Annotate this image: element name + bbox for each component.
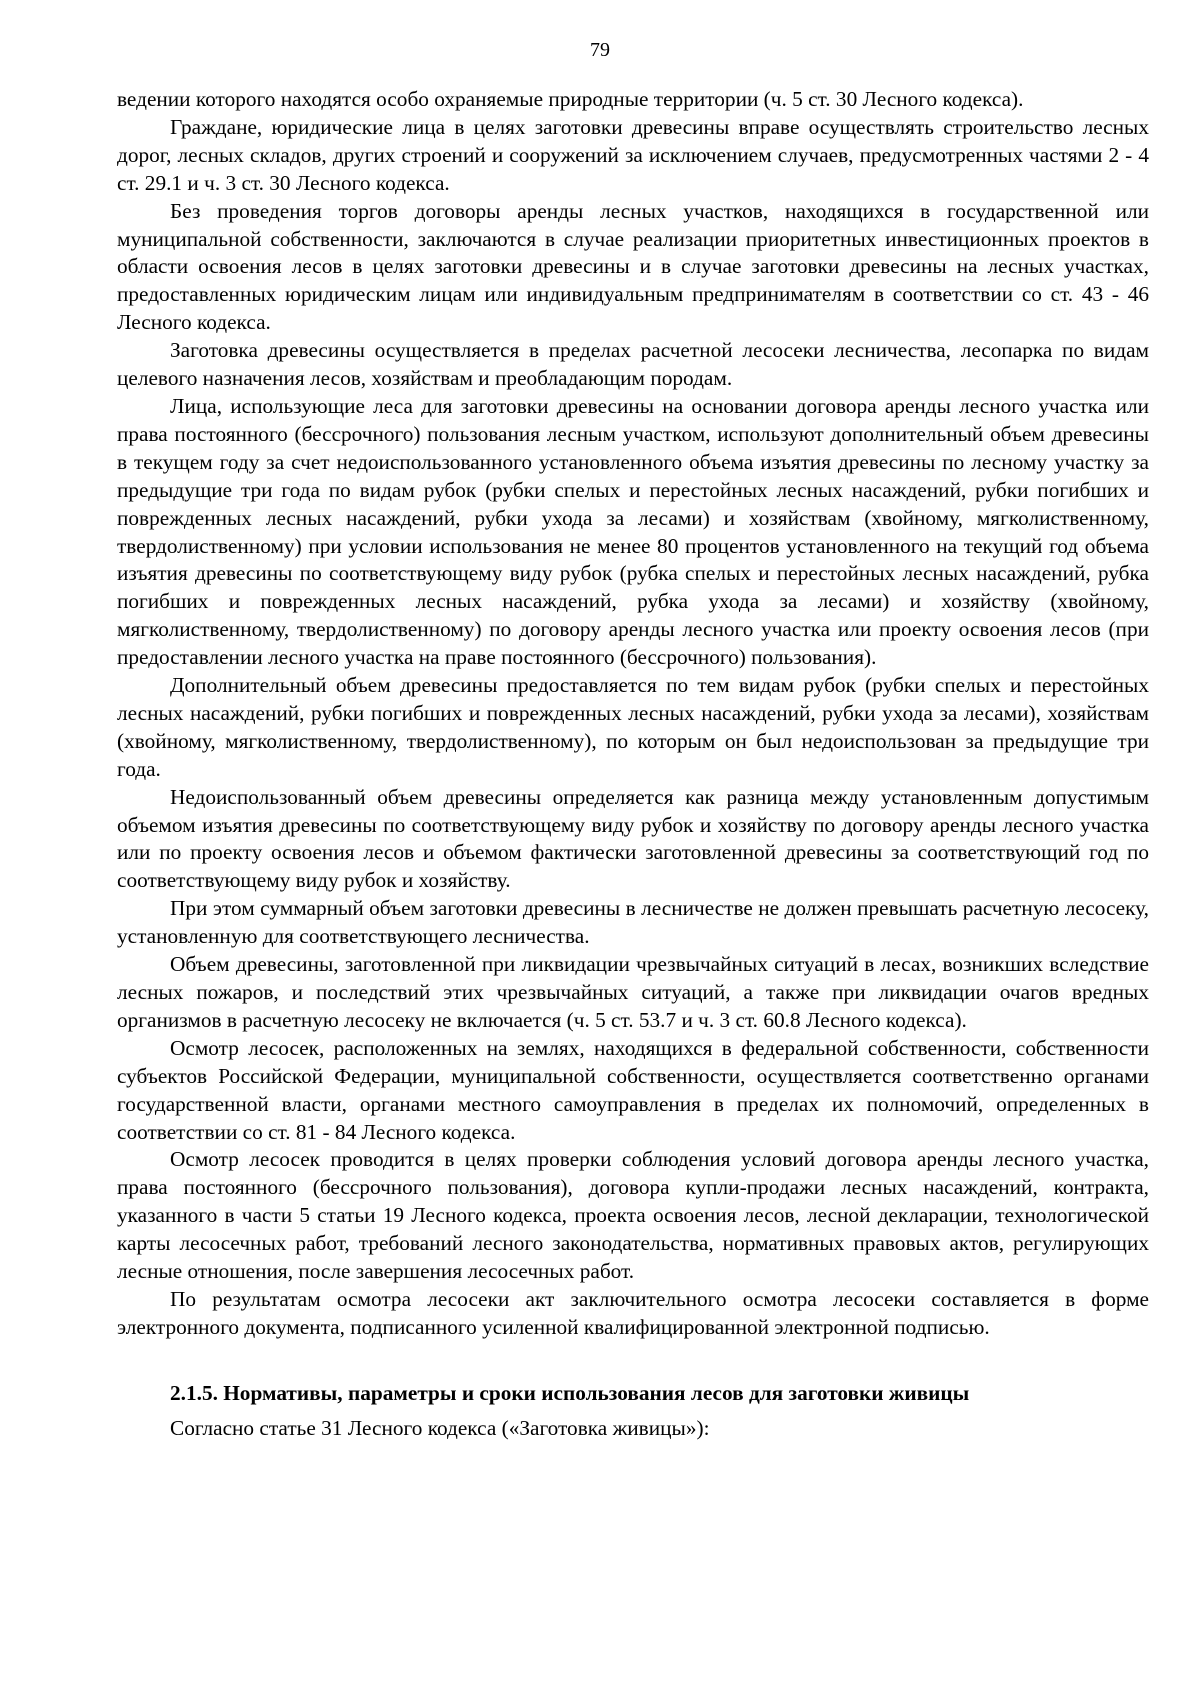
section-heading: 2.1.5. Нормативы, параметры и сроки использования лесов для заготовки живицы [170,1380,970,1405]
paragraph-harvest-limits: Заготовка древесины осуществляется в пределах расчетной лесосеки лесничества, лесопарка по видам целевого назначения лесов, хозяйствам и преобладающим породам. [117,338,1149,391]
paragraph-lease-without-auction: Без проведения торгов договоры аренды лесных участков, находящихся в государственной или муниципальной собственности, заключаются в случае реализации приоритетных инвестиционных проектов в области освоения лесов в целях заготовки древесины и в случае заготовки древесины на лесных участках, предоставленных юридическим лицам или индивидуальным предпринимателям в соответствии со ст. 43 - 46 Лесного кодекса. [117,198,1149,335]
document-body [117,86,1149,1443]
paragraph-inspection-authorities: Осмотр лесосек, расположенных на землях, находящихся в федеральной собственности, собственности субъектов Российской Федерации, муниципальной собственности, осуществляется соответственно органами государственной власти, органами местного самоуправления в пределах их полномочий, определенных в соответствии со ст. 81 - 84 Лесного кодекса. [117,1035,1149,1144]
paragraph-emergency-volume: Объем древесины, заготовленной при ликвидации чрезвычайных ситуаций в лесах, возникших вследствие лесных пожаров, и последствий этих чрезвычайных ситуаций, а также при ликвидации очагов вредных организмов в расчетную лесосеку не включается (ч. 5 ст. 53.7 и ч. 3 ст. 60.8 Лесного кодекса). [117,952,1149,1032]
paragraph-inspection-purpose: Осмотр лесосек проводится в целях проверки соблюдения условий договора аренды лесного участка, права постоянного (бессрочного пользования), договора купли-продажи лесных насаждений, контракта, указанного в части 5 статьи 19 Лесного кодекса, проекта освоения лесов, лесной декларации, технологической карты лесосечных работ, требований лесного законодательства, нормативных правовых актов, регулирующих лесные отношения, после завершения лесосечных работ. [117,1147,1149,1284]
paragraph-inspection-act: По результатам осмотра лесосеки акт заключительного осмотра лесосеки составляется в форме электронного документа, подписанного усиленной квалифицированной электронной подписью. [117,1286,1149,1339]
page-number: 79 [590,39,610,61]
paragraph-additional-volume-use: Лица, использующие леса для заготовки древесины на основании договора аренды лесного участка или права постоянного (бессрочного) пользования лесным участком, используют дополнительный объем древесины в текущем году за счет недоиспользованного установленного объема изъятия древесины по лесному участку за предыдущие три года по видам рубок (рубки спелых и перестойных лесных насаждений, рубки погибших и поврежденных лесных насаждений, рубки ухода за лесами) и хозяйствам (хвойному, мягколиственному, твердолиственному) при условии использования не менее 80 процентов установленного на текущий год объема изъятия древесины по соответствующему виду рубок (рубка спелых и перестойных лесных насаждений, рубка погибших и поврежденных лесных насаждений, рубка ухода за лесами) и хозяйству (хвойному, мягколиственному, твердолиственному) по договору аренды лесного участка или проекту освоения лесов (при предоставлении лесного участка на праве постоянного (бессрочного) пользования). [117,393,1149,670]
paragraph-total-volume-limit: При этом суммарный объем заготовки древесины в лесничестве не должен превышать расчетную лесосеку, установленную для соответствующего лесничества. [117,896,1149,949]
paragraph-road-construction: Граждане, юридические лица в целях заготовки древесины вправе осуществлять строительство лесных дорог, лесных складов, других строений и сооружений за исключением случаев, предусмотренных частями 2 - 4 ст. 29.1 и ч. 3 ст. 30 Лесного кодекса. [117,114,1149,195]
section-intro: Согласно статье 31 Лесного кодекса («Заготовка живицы»): [170,1415,710,1440]
paragraph-continuation: ведении которого находятся особо охраняемые природные территории (ч. 5 ст. 30 Лесного кодекса). [117,87,1024,111]
paragraph-unused-volume-definition: Недоиспользованный объем древесины определяется как разница между установленным допустимым объемом изъятия древесины по соответствующему виду рубок и хозяйству по договору аренды лесного участка или по проекту освоения лесов и объемом фактически заготовленной древесины за соответствующий год по соответствующему виду рубок и хозяйству. [117,784,1149,893]
paragraph-additional-volume-provision: Дополнительный объем древесины предоставляется по тем видам рубок (рубки спелых и перестойных лесных насаждений, рубки погибших и поврежденных лесных насаждений, рубки ухода за лесами), хозяйствам (хвойному, мягколиственному, твердолиственному), по которым он был недоиспользован за предыдущие три года. [117,673,1149,781]
